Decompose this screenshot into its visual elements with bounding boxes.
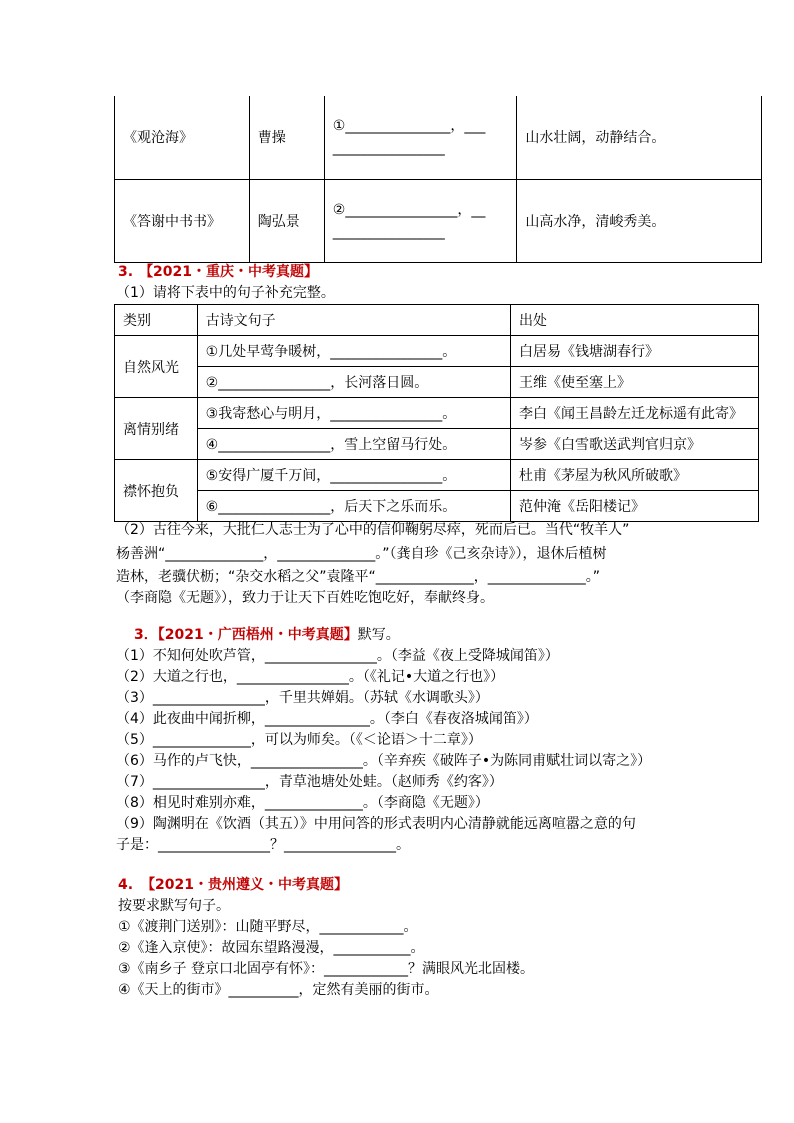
list-item: （3）________________，千里共婵娟。（苏轼《水调歌头》） <box>116 690 489 706</box>
blank-line-1: ①_______________，___ <box>332 118 486 135</box>
list-item: （2）大道之行也，________________。（《礼记•大道之行也》） <box>116 669 505 685</box>
question-intro: 按要求默写句子。 <box>118 898 230 914</box>
category-cell: 离情别绪 <box>115 398 198 460</box>
table-row <box>115 179 762 262</box>
blank-line-2: ________________ <box>332 223 445 240</box>
table-row <box>115 460 759 491</box>
table-row <box>115 429 759 460</box>
list-item: （9）陶渊明在《饮酒（其五）》中用问答的形式表明内心清静就能远离喧嚣之意的句 <box>116 816 636 832</box>
blank-line-1: ②________________，__ <box>332 201 486 218</box>
poem-author: 曹操 <box>249 96 324 179</box>
list-item: （8）相见时难别亦难，______________。（李商隐《无题》） <box>116 795 489 811</box>
header-sentence: 古诗文句子 <box>197 305 510 336</box>
paragraph-line: 造林，老骥伏枥；“杂交水稻之父”袁隆平“______________，______________。” <box>116 569 601 585</box>
list-item: （7）________________，青草池塘处处蛙。（赵师秀《约客》） <box>116 774 503 790</box>
paragraph-line: （李商隐《无题》），致力于让天下百姓吃饱吃好，奉献终身。 <box>116 590 494 606</box>
source-cell: 岑参《白雪歌送武判官归京》 <box>510 429 758 460</box>
paragraph-line: （2）古往今来，大批仁人志士为了心中的信仰鞠躬尽瘁，死而后已。当代“牧羊人” <box>116 522 630 538</box>
category-cell: 襟怀抱负 <box>115 460 198 522</box>
sentence-cell: ④________________，雪上空留马行处。 <box>197 429 510 460</box>
poem-table <box>114 304 759 522</box>
table-row <box>115 367 759 398</box>
sentence-cell: ⑤安得广厦千万间，________________。 <box>197 460 510 491</box>
table-row <box>115 96 762 179</box>
question-header <box>134 625 400 646</box>
list-item: ②《逢入京使》：故园东望路漫漫，___________。 <box>118 940 425 956</box>
question-suffix: 默写。 <box>357 627 400 643</box>
sentence-cell: ⑥________________，后天下之乐而乐。 <box>197 491 510 522</box>
blank-line-2: ________________ <box>332 140 445 157</box>
poem-title: 《答谢中书书》 <box>115 179 250 262</box>
header-category: 类别 <box>115 305 198 336</box>
fill-blank-cell <box>324 96 517 179</box>
table-row <box>115 491 759 522</box>
category-cell: 自然风光 <box>115 336 198 398</box>
list-item: ①《渡荆门送别》：山随平野尽，____________。 <box>118 919 418 935</box>
question-tag: 【2021・重庆・中考真题】 <box>139 264 319 280</box>
question-number: 3. <box>118 264 134 280</box>
source-cell: 杜甫《茅屋为秋风所破歌》 <box>510 460 758 491</box>
list-item: 子是：________________？________________。 <box>116 837 410 853</box>
question-header <box>118 875 348 896</box>
poem-author: 陶弘景 <box>249 179 324 262</box>
table-row <box>115 336 759 367</box>
source-cell: 范仲淹《岳阳楼记》 <box>510 491 758 522</box>
list-item: ④《天上的街市》__________，定然有美丽的街市。 <box>118 982 439 998</box>
list-item: ③《南乡子 登京口北固亭有怀》：____________？满眼风光北固楼。 <box>118 961 534 977</box>
question-tag: 【2021・贵州遵义・中考真题】 <box>141 877 349 893</box>
source-cell: 白居易《钱塘湖春行》 <box>510 336 758 367</box>
question-header <box>118 262 318 283</box>
sentence-cell: ②________________，长河落日圆。 <box>197 367 510 398</box>
poem-description: 山水壮阔，动静结合。 <box>517 96 762 179</box>
source-cell: 王维《使至塞上》 <box>510 367 758 398</box>
poem-table-top <box>114 96 762 263</box>
question-number: 4. <box>118 877 134 893</box>
fill-blank-cell <box>324 179 517 262</box>
list-item: （5）______________，可以为师矣。（《＜论语＞十二章》） <box>116 732 482 748</box>
sentence-cell: ①几处早莺争暖树，________________。 <box>197 336 510 367</box>
question-tag: 【2021・广西梧州・中考真题】 <box>157 627 358 643</box>
poem-title: 《观沧海》 <box>115 96 250 179</box>
source-cell: 李白《闻王昌龄左迁龙标遥有此寄》 <box>510 398 758 429</box>
list-item: （6）马作的卢飞快，________________。（辛弃疾《破阵子•为陈同甫赋壮词以寄之》） <box>116 753 652 769</box>
sub-question-1: （1）请将下表中的句子补充完整。 <box>116 285 335 301</box>
list-item: （1）不知何处吹芦管，________________。（李益《夜上受降城闻笛》） <box>116 648 559 664</box>
sentence-cell: ③我寄愁心与明月，________________。 <box>197 398 510 429</box>
table-row <box>115 398 759 429</box>
poem-description: 山高水净，清峻秀美。 <box>517 179 762 262</box>
header-source: 出处 <box>510 305 758 336</box>
question-number: 3． <box>134 627 158 643</box>
list-item: （4）此夜曲中闻折柳，_______________。（李白《春夜洛城闻笛》） <box>116 711 538 727</box>
table-header-row <box>115 305 759 336</box>
paragraph-line: 杨善洲“______________，______________。”（龚自珍《己亥杂诗》），退休后植树 <box>116 546 607 562</box>
